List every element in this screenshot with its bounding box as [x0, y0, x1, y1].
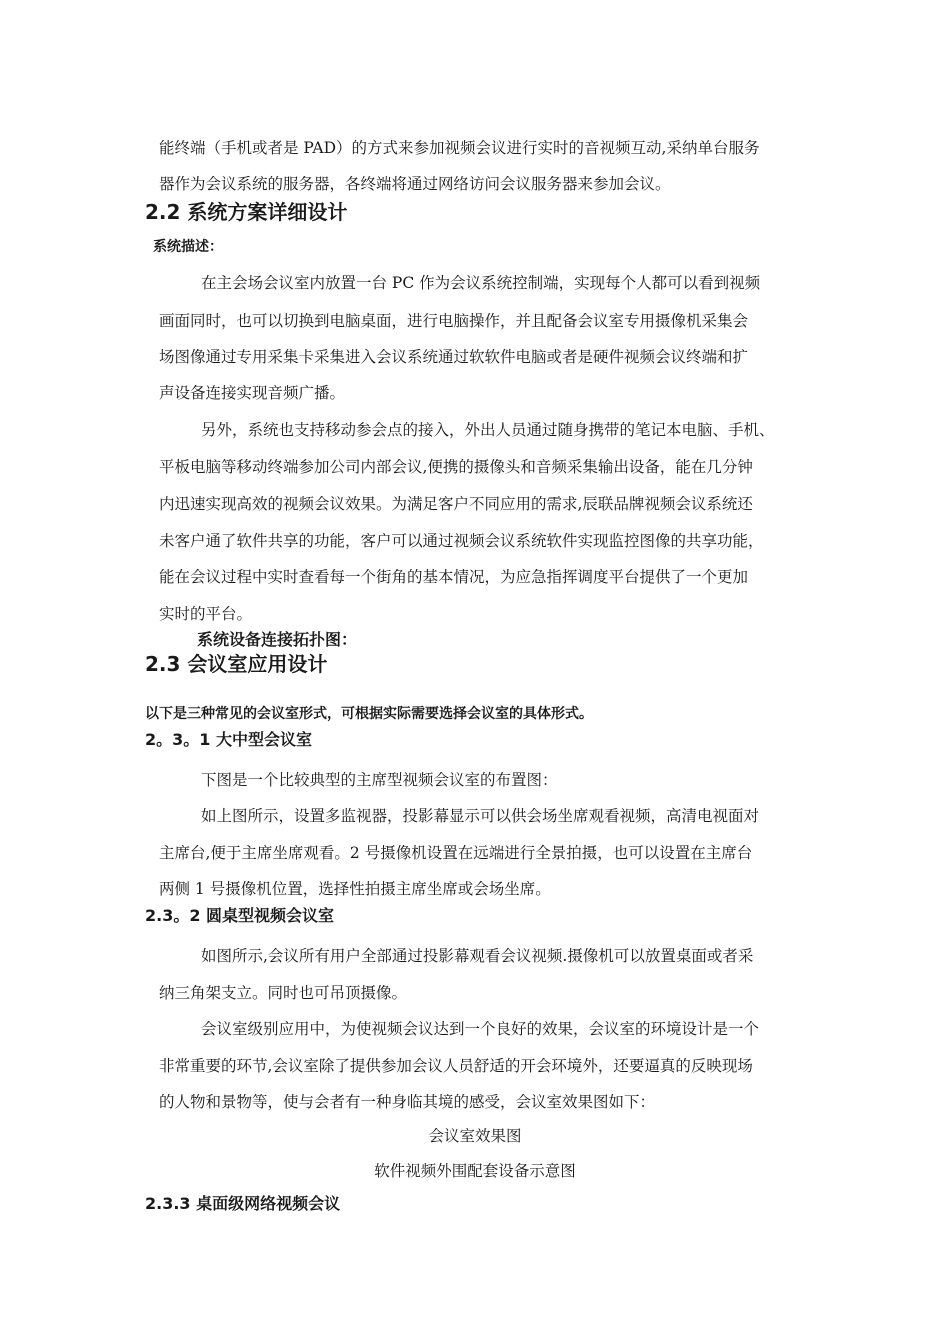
paragraph-line: 主席台,便于主席坐席观看。2 号摄像机设置在远端进行全景拍摄，也可以设置在主席台: [159, 844, 753, 862]
section-2-2-heading: 2.2 系统方案详细设计: [145, 200, 348, 224]
paragraph-line: 内迅速实现高效的视频会议效果。为满足客户不同应用的需求,辰联品牌视频会议系统还: [159, 495, 753, 513]
section-2-3-2-heading: 2.3。2 圆桌型视频会议室: [145, 906, 335, 925]
intro-line-2: 器作为会议系统的服务器，各终端将通过网络访问会议服务器来参加会议。: [159, 175, 671, 193]
paragraph-line: 下图是一个比较典型的主席型视频会议室的布置图：: [201, 771, 558, 789]
section-2-3-1-heading: 2。3。1 大中型会议室: [145, 730, 312, 749]
paragraph-line: 在主会场会议室内放置一台 PC 作为会议系统控制端，实现每个人都可以看到视频: [201, 274, 761, 292]
intro-line-1: 能终端（手机或者是 PAD）的方式来参加视频会议进行实时的音视频互动,采纳单台服务: [159, 139, 760, 157]
paragraph-line: 未客户通了软件共享的功能，客户可以通过视频会议系统软件实现监控图像的共享功能，: [159, 532, 764, 550]
paragraph-line: 实时的平台。: [159, 605, 253, 623]
paragraph-line: 平板电脑等移动终端参加公司内部会议,便携的摄像头和音频采集输出设备，能在几分钟: [159, 458, 753, 476]
paragraph-line: 场图像通过专用采集卡采集进入会议系统通过软软件电脑或者是硬件视频会议终端和扩: [159, 348, 749, 366]
section-2-3-intro: 以下是三种常见的会议室形式，可根据实际需要选择会议室的具体形式。: [145, 706, 593, 722]
paragraph-line: 如上图所示，设置多监视器，投影幕显示可以供会场坐席观看视频，高清电视面对: [201, 807, 760, 825]
paragraph-line: 声设备连接实现音频广播。: [159, 384, 346, 402]
section-2-3-3-heading: 2.3.3 桌面级网络视频会议: [145, 1194, 341, 1213]
system-description-label: 系统描述：: [153, 239, 223, 255]
paragraph-line: 的人物和景物等，使与会者有一种身临其境的感受，会议室效果图如下：: [159, 1093, 656, 1111]
paragraph-line: 纳三角架支立。同时也可吊顶摄像。: [159, 984, 408, 1002]
paragraph-line: 会议室级别应用中，为使视频会议达到一个良好的效果，会议室的环境设计是一个: [201, 1020, 760, 1038]
paragraph-line: 两侧 1 号摄像机位置，选择性拍摄主席坐席或会场坐席。: [159, 880, 551, 898]
paragraph-line: 非常重要的环节,会议室除了提供参加会议人员舒适的开会环境外，还要逼真的反映现场: [159, 1057, 753, 1075]
topology-label: 系统设备连接拓扑图：: [197, 630, 358, 649]
paragraph-line: 如图所示,会议所有用户全部通过投影幕观看会议视频.摄像机可以放置桌面或者采: [201, 947, 754, 965]
section-2-3-heading: 2.3 会议室应用设计: [145, 652, 328, 676]
paragraph-line: 画面同时，也可以切换到电脑桌面，进行电脑操作，并且配备会议室专用摄像机采集会: [159, 312, 749, 330]
paragraph-line: 能在会议过程中实时查看每一个街角的基本情况，为应急指挥调度平台提供了一个更加: [159, 568, 749, 586]
figure-caption: 会议室效果图: [428, 1127, 522, 1145]
figure-caption: 软件视频外围配套设备示意图: [374, 1162, 576, 1180]
paragraph-line: 另外，系统也支持移动参会点的接入，外出人员通过随身携带的笔记本电脑、手机、: [201, 421, 775, 439]
